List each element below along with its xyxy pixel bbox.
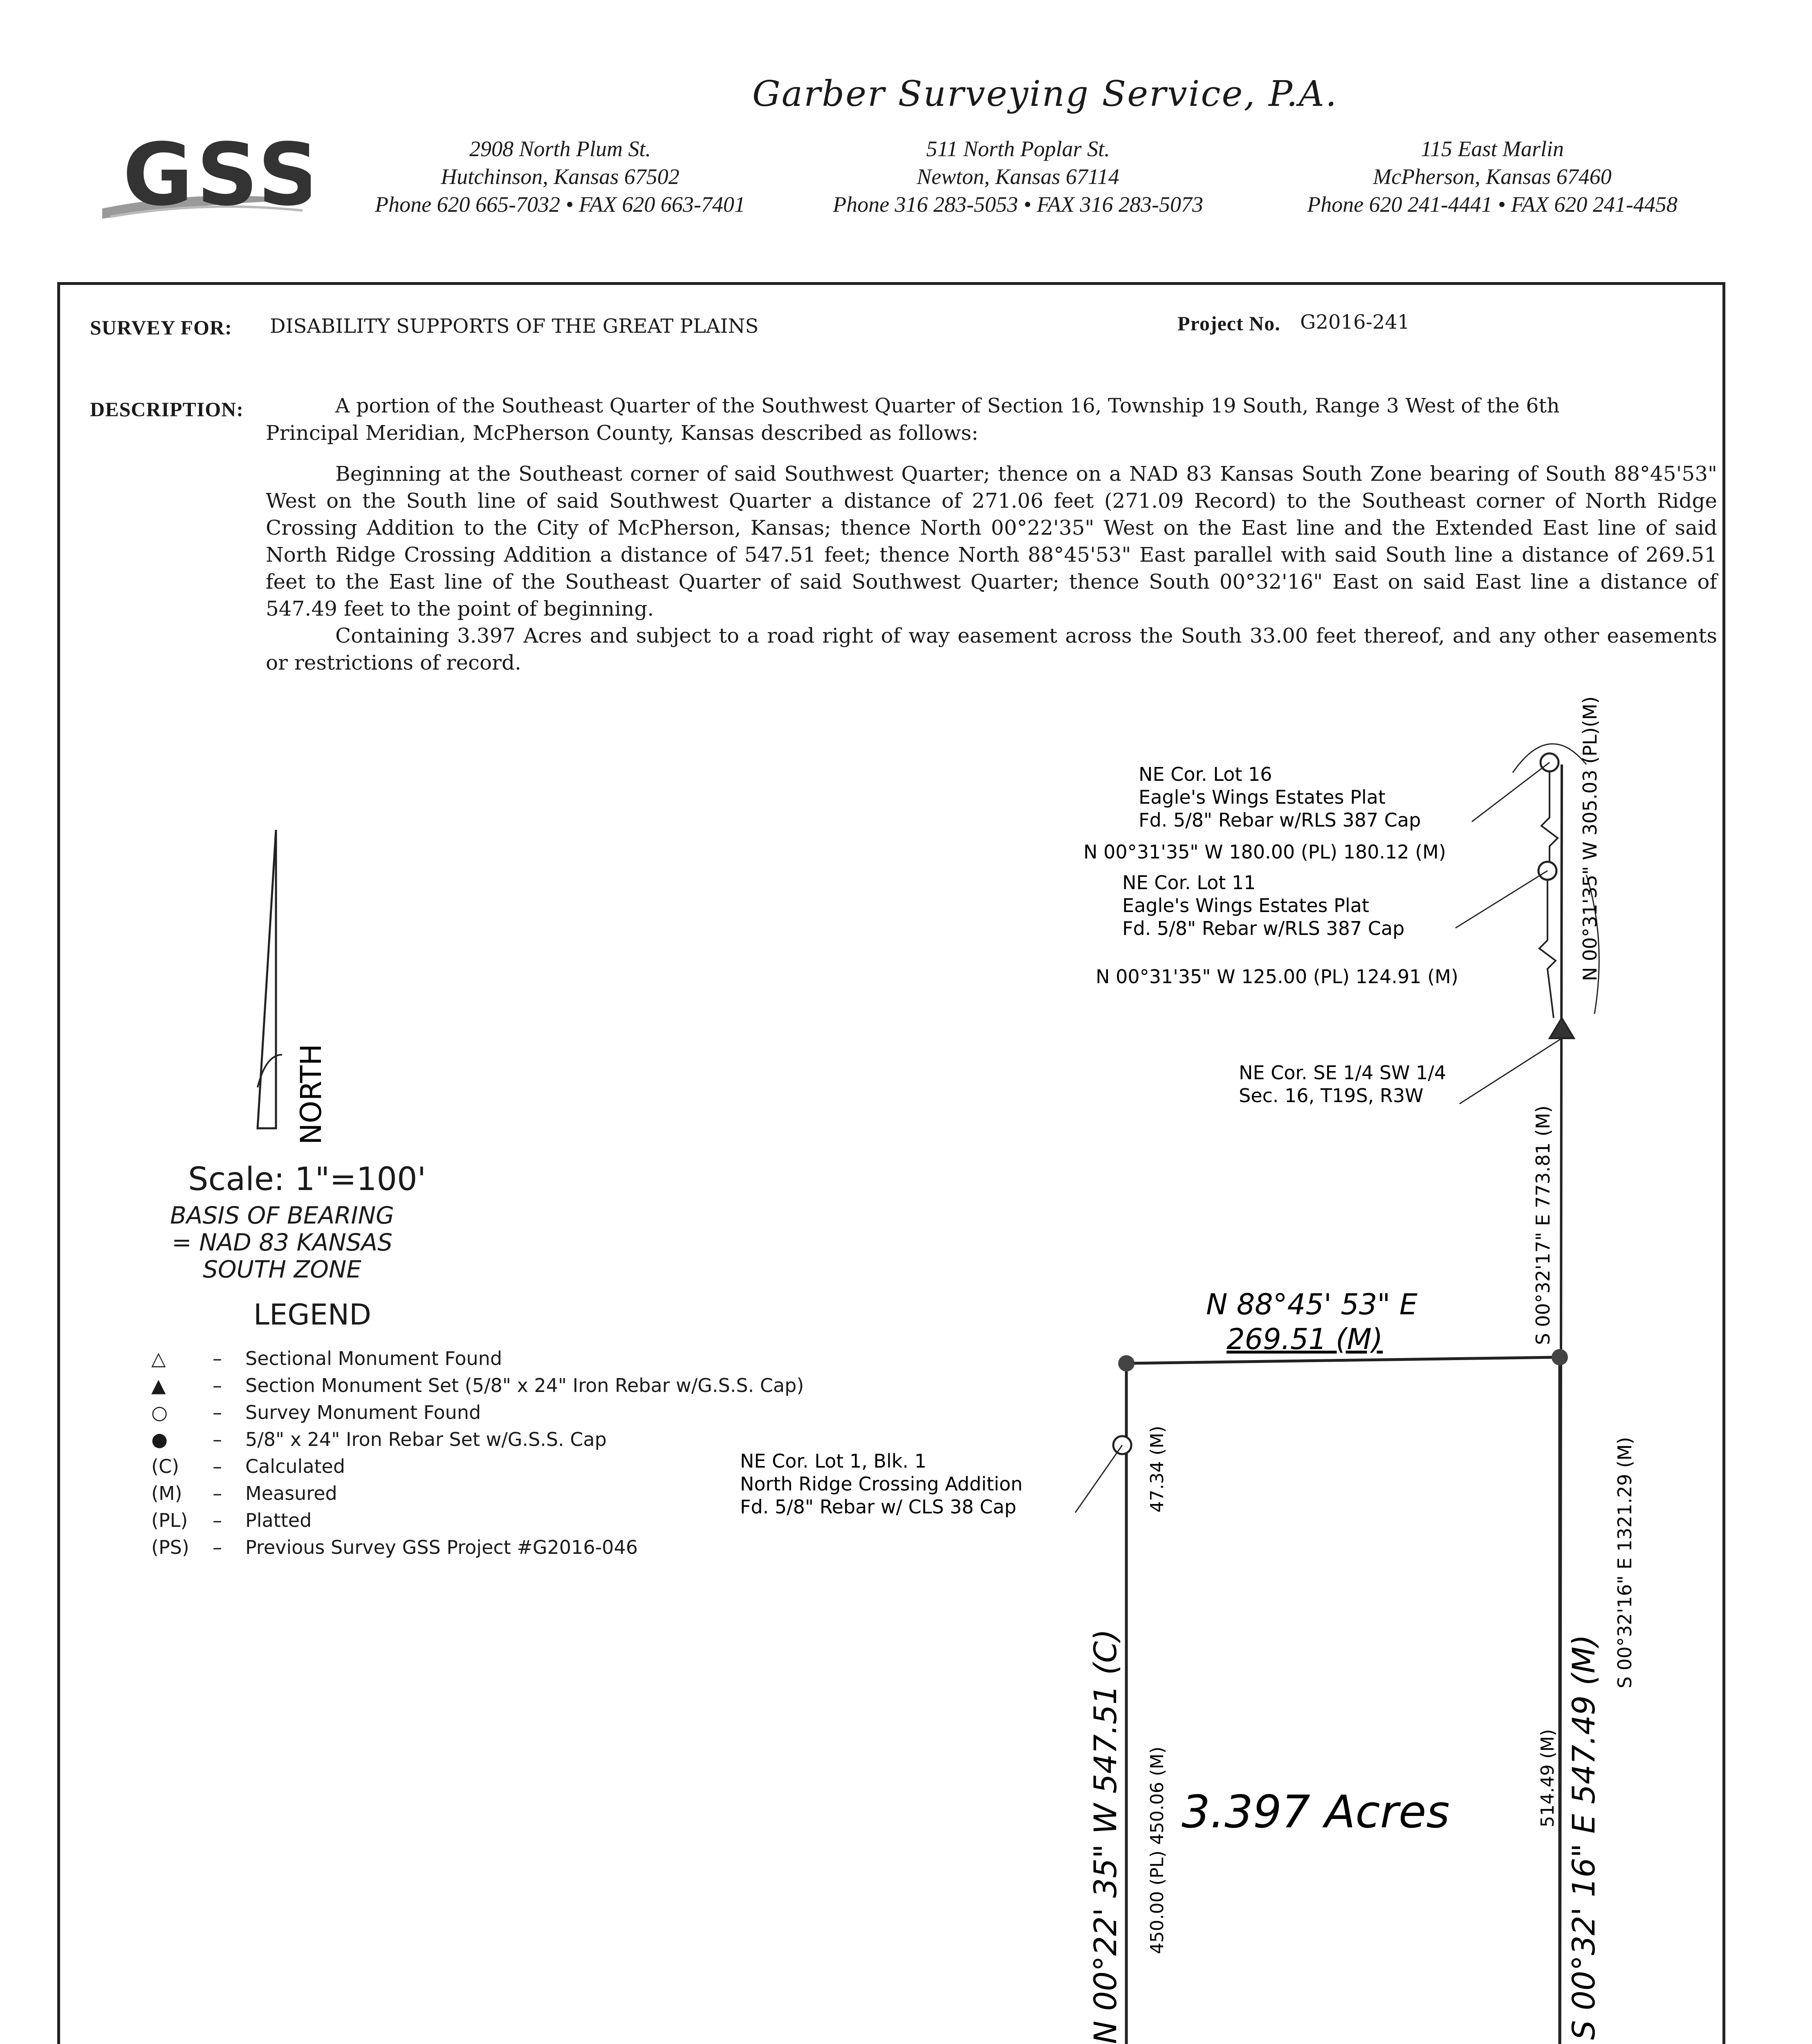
office-street: 115 East Marlin: [1421, 137, 1564, 161]
office-phone: Phone 620 241-4441 • FAX 620 241-4458: [1307, 192, 1677, 217]
legend-title: LEGEND: [253, 1298, 371, 1331]
east-bearing: S 00°32' 16" E 547.49 (M): [1565, 1634, 1602, 2040]
scale-label: Scale: 1"=100': [188, 1161, 426, 1198]
legend-row: △ – Sectional Monument Found: [151, 1345, 928, 1372]
north-label: NORTH: [294, 1044, 328, 1145]
call-773: S 00°32'17" E 773.81 (M): [1532, 1105, 1554, 1345]
survey-for-value: DISABILITY SUPPORTS OF THE GREAT PLAINS: [270, 315, 759, 338]
project-value: G2016-241: [1300, 311, 1410, 334]
ne-lot16-line-2: Eagle's Wings Estates Plat: [1139, 786, 1386, 808]
legend-row: ○ – Survey Monument Found: [151, 1399, 928, 1426]
office-city: Hutchinson, Kansas 67502: [441, 164, 680, 189]
legend-row: (PL) – Platted: [151, 1509, 312, 1531]
west-bearing: N 00°22' 35" W 547.51 (C): [1087, 1629, 1124, 2044]
logo-text: GSS: [123, 131, 311, 225]
legend-row: (PS) – Previous Survey GSS Project #G2016-046: [151, 1536, 638, 1558]
acres-label: 3.397 Acres: [1182, 1786, 1450, 1838]
triangle-outline-icon: △: [151, 1347, 166, 1369]
office-city: Newton, Kansas 67114: [917, 164, 1119, 189]
legend-row: ▲ – Section Monument Set (5/8" x 24" Iron Rebar w/G.S.S. Cap): [151, 1372, 928, 1399]
description-line-1: A portion of the Southeast Quarter of the Southwest Quarter of Section 16, Township 19 South, Range 3 West of the 6th: [335, 394, 1560, 417]
ne-lot16-line-1: NE Cor. Lot 16: [1139, 763, 1272, 785]
legend-row: (C) – Calculated: [151, 1455, 345, 1477]
call-450: 450.00 (PL) 450.06 (M): [1147, 1746, 1168, 1954]
ne-blk1-line-1: NE Cor. Lot 1, Blk. 1: [740, 1450, 926, 1472]
ne-blk1-line-3: Fd. 5/8" Rebar w/ CLS 38 Cap: [740, 1496, 1016, 1518]
office-city: McPherson, Kansas 67460: [1373, 164, 1612, 189]
office-street: 511 North Poplar St.: [926, 137, 1110, 161]
call-1321: S 00°32'16" E 1321.29 (M): [1614, 1437, 1636, 1688]
call-4734: 47.34 (M): [1147, 1425, 1168, 1513]
basis-line-3: SOUTH ZONE: [203, 1255, 361, 1283]
north-bearing: N 88°45' 53" E: [1206, 1288, 1418, 1321]
circle-outline-icon: ○: [151, 1401, 168, 1423]
description-line-2: Principal Meridian, McPherson County, Kansas described as follows:: [266, 421, 978, 445]
project-label: Project No.: [1177, 312, 1281, 335]
call-125: N 00°31'35" W 125.00 (PL) 124.91 (M): [1096, 966, 1458, 988]
call-180: N 00°31'35" W 180.00 (PL) 180.12 (M): [1083, 841, 1446, 863]
tract-boundary: [1126, 1357, 1560, 2044]
ne-lot11-line-1: NE Cor. Lot 11: [1122, 872, 1256, 894]
circle-filled-icon: ●: [151, 1428, 168, 1450]
call-305: N 00°31'35" W 305.03 (PL)(M): [1579, 696, 1601, 981]
description-label: DESCRIPTION:: [90, 398, 244, 421]
basis-line-2: = NAD 83 KANSAS: [172, 1228, 392, 1256]
legend-row: (M) – Measured: [151, 1482, 337, 1504]
description-closing: Containing 3.397 Acres and subject to a road right of way easement across the South 33.00 feet thereof, and any other easements or restrictions of record.: [266, 624, 1717, 675]
ne-lot16-line-3: Fd. 5/8" Rebar w/RLS 387 Cap: [1139, 809, 1421, 831]
triangle-filled-icon: ▲: [151, 1374, 166, 1396]
description-body: Beginning at the Southeast corner of said Southwest Quarter; thence on a NAD 83 Kansas South Zone bearing of South 88°45'53" West on the South line of said Southwest Quarter a distance of 271.06 feet (271.09 Record) to the Southeast corner of North Ridge Crossing Addition to the City of McPherson, Kansas; thence North 00°22'35" West on the East line and the Extended East line of said North Ridge Crossing Addition a distance of 547.51 feet; thence North 88°45'53" East parallel with said South line a distance of 269.51 feet to the East line of the Southeast Quarter of said Southwest Quarter; thence South 00°32'16" East on said East line a distance of 547.49 feet to the point of beginning.: [266, 462, 1717, 621]
ne-lot11-line-2: Eagle's Wings Estates Plat: [1122, 894, 1369, 917]
tract-ne-corner-icon: [1552, 1349, 1568, 1365]
legend-row: ● – 5/8" x 24" Iron Rebar Set w/G.S.S. Cap: [151, 1426, 928, 1453]
basis-line-1: BASIS OF BEARING: [170, 1201, 394, 1229]
call-514: 514.49 (M): [1537, 1729, 1558, 1827]
office-phone: Phone 316 283-5053 • FAX 316 283-5073: [833, 192, 1203, 217]
survey-for-label: SURVEY FOR:: [90, 316, 232, 339]
office-phone: Phone 620 665-7032 • FAX 620 663-7401: [375, 192, 745, 217]
ne-se-line-2: Sec. 16, T19S, R3W: [1239, 1085, 1424, 1107]
tract-nw-corner-icon: [1118, 1355, 1135, 1372]
company-name: Garber Surveying Service, P.A.: [752, 74, 1338, 114]
office-street: 2908 North Plum St.: [469, 137, 651, 161]
ne-se-monument-icon: [1550, 1018, 1574, 1038]
ne-lot11-line-3: Fd. 5/8" Rebar w/RLS 387 Cap: [1122, 917, 1405, 939]
north-distance: 269.51 (M): [1227, 1322, 1383, 1356]
ne-se-line-1: NE Cor. SE 1/4 SW 1/4: [1239, 1062, 1446, 1084]
ne-blk1-line-2: North Ridge Crossing Addition: [740, 1473, 1023, 1495]
